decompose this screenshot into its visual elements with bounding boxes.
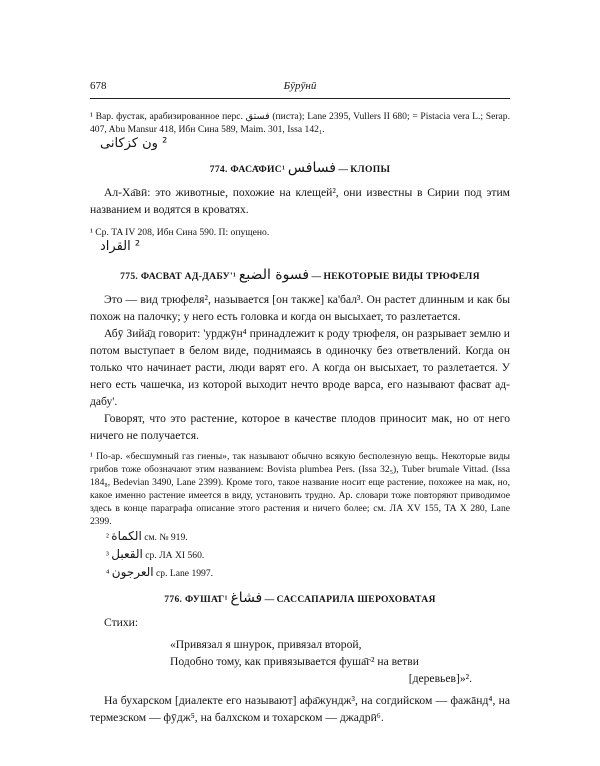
entry-776-verse-line-3: [деревьев]»². (408, 672, 472, 685)
running-title: Бӯрӯнӣ (283, 80, 317, 92)
entry-774-translation: — КЛОПЫ (338, 164, 391, 175)
entry-776-paragraph-1: На бухарском [диалекте его называют] афа̄жундж³, на согдийском — фажāнд⁴, на термезском — фӯдж⁵, на балхском и тохарском — джадрӣ⁶. (90, 694, 510, 724)
entry-775-footnote-4: ⁴ العرجون ср. Lane 1997. (106, 565, 214, 579)
entry-776-intro: Стихи: (104, 616, 139, 629)
entry-776-arabic: فشاغ (230, 590, 263, 606)
entry-774-footnote-1: ¹ Ср. TA IV 208, Ибн Сина 590. П: опущено. (90, 227, 270, 238)
page-number: 678 (90, 80, 107, 92)
entry-776-verse-line-1: «Привязал я шнурок, привязал второй, (170, 638, 362, 651)
entry-775-arabic: فسوة الضبع (238, 267, 310, 283)
entry-775-footnote-1: ¹ По-ар. «бесшумный газ гиены», так называют обычно всякую бесполезную вещь. Некоторые виды грибов тоже обозначают этим названием: Bovista plumbea Pers. (Issa 32₅), Tuber brumale Vittad. (Issa 184₈, Bedevian 3490, Lane 2399). Кроме того, такое название носит еще растение, похожее на мак, но, какое именно растение имеется в виду, установить трудно. Ар. словари тоже повторяют приводимое здесь в конце параграфа описание этого растения и ничего более; см. ЛА XV 155, TA X 280, Lane 2399. (90, 451, 510, 527)
entry-775-footnote-4-arabic: العرجون (111, 565, 154, 579)
entry-774-text: Ал-Ха̄вӣ: это животные, похожие на клещей², они известны в Сирии под этим названием и водятся в кроватях. (90, 186, 510, 216)
entry-775-footnote-2-arabic: الكماة (111, 529, 142, 543)
entry-776-heading (90, 590, 510, 606)
entry-776-verse (90, 636, 510, 687)
entry-776-translation: — САССАПАРИЛА ШЕРОХОВАТАЯ (264, 594, 436, 605)
entry-775-footnote-3-ref: ср. ЛА XI 560. (145, 550, 205, 561)
entry-774-number-title: 774. ФАСА̄ФИС¹ (209, 164, 286, 175)
entry-774-heading (90, 160, 510, 176)
entry-774-arabic: فسافس (287, 160, 336, 176)
page-body (90, 110, 510, 726)
entry-775-paragraph-2: Абӯ Зийа̄д говорит: 'урджӯн⁴ принадлежит к роду трюфеля, он разрывает землю и потом выступает в белом виде, поднимаясь в одиночку без ответвлений. Когда он только что начинает расти, люди варят его. А когда он высыхает, то разлетается. У него есть чашечка, из которой выходит нечто вроде варса, его называют фасват ад-дабу'. (90, 327, 510, 408)
header-rule (90, 98, 510, 99)
entry-775-footnote-3: ³ القعبل ср. ЛА XI 560. (106, 547, 205, 561)
entry-775-heading (90, 265, 510, 287)
entry-775-paragraph-3: Говорят, что это растение, которое в качестве плодов приносит мак, но от него ничего не получается. (90, 412, 510, 442)
entry-776-number-title: 776. ФУША̄Г¹ (164, 594, 228, 605)
entry-775-paragraph-1: Это — вид трюфеля², называется [он также] ка'бал³. Он растет длинным и как бы похож на палочку; у него есть головка и когда он высыхает, то разлетается. (90, 293, 510, 323)
footnote-773-1: ¹ Вар. фустак, арабизированное перс. فستق (писта); Lane 2395, Vullers II 680; = Pistacia vera L.; Serap. 407, Abu Mansur 418, Ибн Сина 589, Maim. 301, Issa 142₁. (90, 111, 510, 135)
running-header (90, 80, 510, 96)
entry-775-number-title: 775. ФАСВАТ АД-ДАБУ'¹ (120, 271, 237, 282)
entry-776-verse-line-2: Подобно тому, как привязывается фуша̄г² на ветви (170, 655, 419, 668)
entry-775-footnote-2: ² الكماة см. № 919. (106, 529, 188, 543)
footnote-773-2-arabic: ² ون كزكانى (100, 136, 168, 151)
entry-774-footnote-2-arabic: ² القراد (100, 239, 141, 254)
entry-775-footnote-3-arabic: القعبل (111, 547, 143, 561)
entry-775-footnote-2-ref: см. № 919. (144, 532, 188, 543)
entry-775-footnote-4-ref: ср. Lane 1997. (156, 568, 214, 579)
entry-775-translation: — НЕКОТОРЫЕ ВИДЫ ТРЮФЕЛЯ (311, 271, 480, 282)
